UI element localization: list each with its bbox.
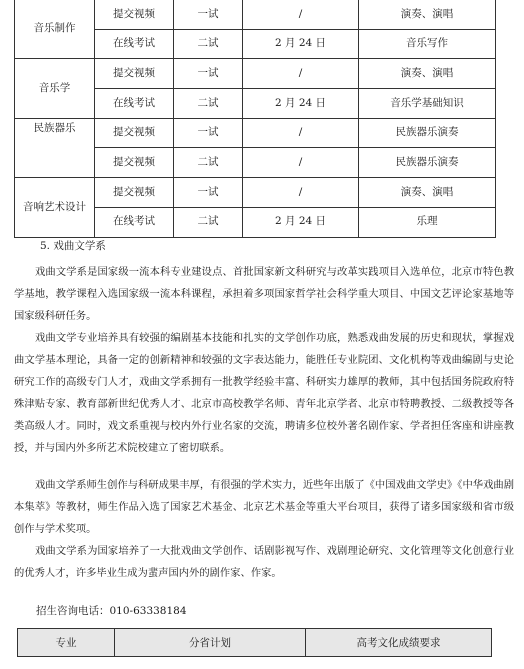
content-cell: 民族器乐演奏 — [359, 148, 496, 178]
major-cell: 音乐学 — [15, 59, 95, 118]
round-cell: 二试 — [174, 207, 243, 237]
paragraph-intro: 戏曲文学系是国家级一流本科专业建设点、首批国家新文科研究与改革实践项目入选单位，北京市特色教学基地，教学课程入选国家级一流本科课程，承担着多项国家哲学社会科学重大项目、中国文艺评论家基地等国家级科研任务。 — [14, 266, 514, 322]
round-cell: 二试 — [174, 89, 243, 119]
date-cell: 2 月 24 日 — [243, 89, 359, 119]
date-cell: / — [243, 118, 359, 148]
paragraph-graduates: 戏曲文学系为国家培养了一大批戏曲文学创作、话剧影视写作、戏剧理论研究、文化管理等文化创意行业的优秀人才，许多毕业生成为蜚声国内外的剧作家、作家。 — [14, 545, 514, 579]
round-cell: 二试 — [174, 148, 243, 178]
table-header-row — [18, 629, 492, 657]
round-cell: 一试 — [174, 0, 243, 29]
round-cell: 一试 — [174, 118, 243, 148]
header-major: 专业 — [18, 629, 115, 657]
table-row — [15, 59, 496, 89]
method-cell: 提交视频 — [95, 178, 174, 208]
contact-phone: 招生咨询电话：010-63338184 — [36, 605, 187, 617]
content-cell: 音乐写作 — [359, 29, 496, 59]
major-cell: 音乐制作 — [15, 0, 95, 59]
table-row — [15, 178, 496, 208]
major-cell: 民族器乐 — [15, 118, 95, 177]
method-cell: 在线考试 — [95, 89, 174, 119]
date-cell: 2 月 24 日 — [243, 207, 359, 237]
content-cell: 演奏、演唱 — [359, 178, 496, 208]
method-cell: 提交视频 — [95, 0, 174, 29]
round-cell: 一试 — [174, 59, 243, 89]
date-cell: / — [243, 148, 359, 178]
header-score-requirement: 高考文化成绩要求 — [306, 629, 492, 657]
method-cell: 在线考试 — [95, 207, 174, 237]
content-cell: 民族器乐演奏 — [359, 118, 496, 148]
method-cell: 在线考试 — [95, 29, 174, 59]
content-cell: 演奏、演唱 — [359, 59, 496, 89]
round-cell: 一试 — [174, 178, 243, 208]
table-row — [15, 0, 496, 29]
section-heading: 5. 戏曲文学系 — [40, 240, 106, 252]
round-cell: 二试 — [174, 29, 243, 59]
paragraph-achievements: 戏曲文学系师生创作与科研成果丰厚，有很强的学术实力，近些年出版了《中国戏曲文学史》《中华戏曲剧本集萃》等教材，师生作品入选了国家艺术基金、北京艺术基金等重大平台项目，获得了诸多国家级和省市级创作与学术奖项。 — [14, 479, 514, 535]
enrollment-plan-table — [17, 628, 492, 657]
method-cell: 提交视频 — [95, 59, 174, 89]
paragraph-training: 戏曲文学专业培养具有较强的编剧基本技能和扎实的文学创作功底，熟悉戏曲发展的历史和现状，掌握戏曲文学基本理论，具备一定的创新精神和较强的文字表达能力，能胜任专业院团、文化机构等戏曲编剧与史论研究工作的高级专门人才，戏曲文学系拥有一批教学经验丰富、科研实力雄厚的教师，其中包括国务院政府特殊津贴专家、教育部新世纪优秀人才、北京市高校教学名师、青年北京学者、北京市特聘教授、二级教授等各类高级人才。同时，戏文系重视与校内外行业名家的交流，聘请多位校外著名剧作家、学者担任客座和讲座教授，并与国内外多所艺术院校建立了密切联系。 — [14, 332, 514, 454]
major-cell: 音响艺术设计 — [15, 178, 95, 237]
header-provincial-plan: 分省计划 — [115, 629, 306, 657]
content-cell: 音乐学基础知识 — [359, 89, 496, 119]
date-cell: / — [243, 59, 359, 89]
table-row — [15, 118, 496, 148]
method-cell: 提交视频 — [95, 118, 174, 148]
content-cell: 演奏、演唱 — [359, 0, 496, 29]
date-cell: 2 月 24 日 — [243, 29, 359, 59]
date-cell: / — [243, 0, 359, 29]
exam-schedule-table — [14, 0, 496, 238]
content-cell: 乐理 — [359, 207, 496, 237]
date-cell: / — [243, 178, 359, 208]
method-cell: 提交视频 — [95, 148, 174, 178]
